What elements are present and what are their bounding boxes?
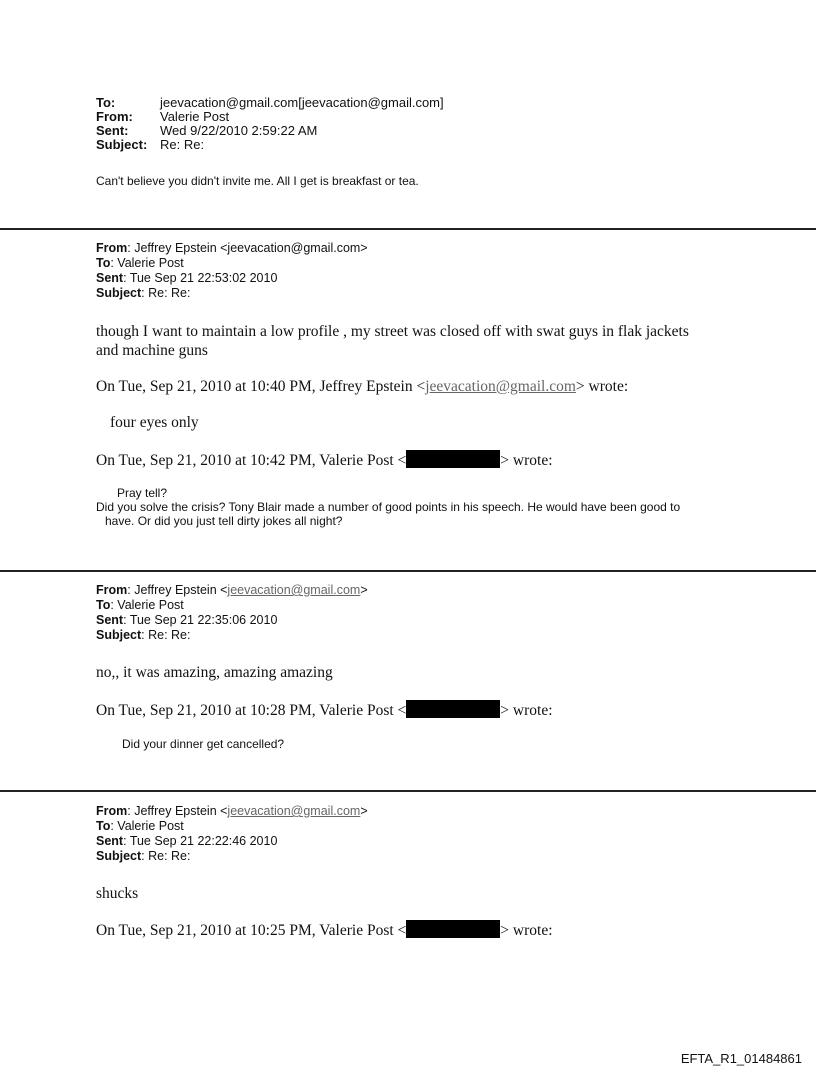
msg3-to-label: To [96,819,111,833]
msg1-quote2-body [96,486,680,528]
from-label: From: [96,109,133,124]
msg1-quote1-body: four eyes only [110,414,199,431]
msg2-quote-body: Did your dinner get cancelled? [122,737,285,751]
msg3-from-suffix: > [360,804,368,818]
quote-suffix: > wrote: [500,702,553,719]
msg1-to-row [96,256,368,271]
msg1-to-value: : Valerie Post [110,256,184,270]
msg2-from-suffix: > [360,583,368,597]
msg2-sent-row [96,613,368,628]
quote1-prefix: On Tue, Sep 21, 2010 at 10:40 PM, Jeffrey Epstein < [96,378,426,395]
email-link[interactable]: jeevacation@gmail.com [227,583,361,597]
subject-label: Subject: [96,137,148,152]
quote-prefix: On Tue, Sep 21, 2010 at 10:25 PM, Valerie Post < [96,922,407,939]
msg1-subject-label: Subject [96,286,142,300]
msg2-from-row [96,583,368,598]
email-link[interactable]: jeevacation@gmail.com [425,378,576,395]
msg2-body: no,, it was amazing, amazing amazing [96,664,333,681]
redaction-box [406,450,500,468]
msg3-from-prefix: : Jeffrey Epstein < [127,804,228,818]
redaction-box [406,700,500,718]
quote2-suffix: > wrote: [500,452,553,469]
msg3-sent-label: Sent [96,834,124,848]
top-email-header [96,96,444,152]
top-email-body: Can't believe you didn't invite me. All I get is breakfast or tea. [96,174,419,188]
subject-value: Re: Re: [160,137,205,152]
msg1-from-label: From [96,241,128,255]
quote2-prefix: On Tue, Sep 21, 2010 at 10:42 PM, Valerie Post < [96,452,407,469]
msg3-sent-row [96,834,368,849]
quote-suffix: > wrote: [500,922,553,939]
msg2-to-row [96,598,368,613]
divider [0,570,816,572]
msg3-to-value: : Valerie Post [110,819,184,833]
msg3-header [96,804,368,864]
quote2-line1: Pray tell? [117,486,168,500]
msg1-from-row [96,241,368,256]
divider [0,790,816,792]
to-label: To: [96,95,116,110]
msg1-to-label: To [96,256,111,270]
msg3-subject-label: Subject [96,849,142,863]
msg1-header [96,241,368,301]
msg2-subject-row [96,628,368,643]
divider [0,228,816,230]
msg3-from-row [96,804,368,819]
to-row [96,96,444,110]
msg1-sent-row [96,271,368,286]
msg1-quote1-attribution [96,377,628,396]
msg1-from-value: : Jeffrey Epstein <jeevacation@gmail.com> [127,241,368,255]
redaction-box [406,920,500,938]
sent-value: Wed 9/22/2010 2:59:22 AM [160,123,318,138]
msg1-body-line2: and machine guns [96,342,208,359]
sent-label: Sent: [96,123,129,138]
msg2-sent-value: : Tue Sep 21 22:35:06 2010 [123,613,278,627]
from-value: Valerie Post [160,109,230,124]
email-link[interactable]: jeevacation@gmail.com [227,804,361,818]
quote-prefix: On Tue, Sep 21, 2010 at 10:28 PM, Valerie Post < [96,702,407,719]
msg1-body [96,322,689,360]
msg3-from-label: From [96,804,128,818]
msg2-to-value: : Valerie Post [110,598,184,612]
document-id: EFTA_R1_01484861 [680,1051,802,1066]
msg3-subject-row [96,849,368,864]
quote2-line3: have. Or did you just tell dirty jokes all night? [105,514,343,528]
msg3-sent-value: : Tue Sep 21 22:22:46 2010 [123,834,278,848]
msg3-body: shucks [96,885,139,902]
msg2-header [96,583,368,643]
msg2-from-prefix: : Jeffrey Epstein < [127,583,228,597]
msg2-to-label: To [96,598,111,612]
msg2-sent-label: Sent [96,613,124,627]
from-row [96,110,444,124]
msg2-subject-label: Subject [96,628,142,642]
msg3-subject-value: : Re: Re: [141,849,191,863]
msg2-from-label: From [96,583,128,597]
msg1-quote2-attribution [96,450,553,470]
msg2-subject-value: : Re: Re: [141,628,191,642]
msg1-sent-value: : Tue Sep 21 22:53:02 2010 [123,271,278,285]
subject-row [96,138,444,152]
msg1-body-line1: though I want to maintain a low profile , my street was closed off with swat guys in flak jackets [96,323,689,340]
msg2-quote-attribution [96,700,553,720]
msg3-to-row [96,819,368,834]
quote1-suffix: > wrote: [575,378,629,395]
msg3-quote-attribution [96,920,553,940]
msg1-subject-row [96,286,368,301]
to-value: jeevacation@gmail.com[jeevacation@gmail.com] [160,95,444,110]
msg1-sent-label: Sent [96,271,124,285]
sent-row [96,124,444,138]
quote2-line2: Did you solve the crisis? Tony Blair made a number of good points in his speech. He would have been good to [96,500,681,514]
msg1-subject-value: : Re: Re: [141,286,191,300]
